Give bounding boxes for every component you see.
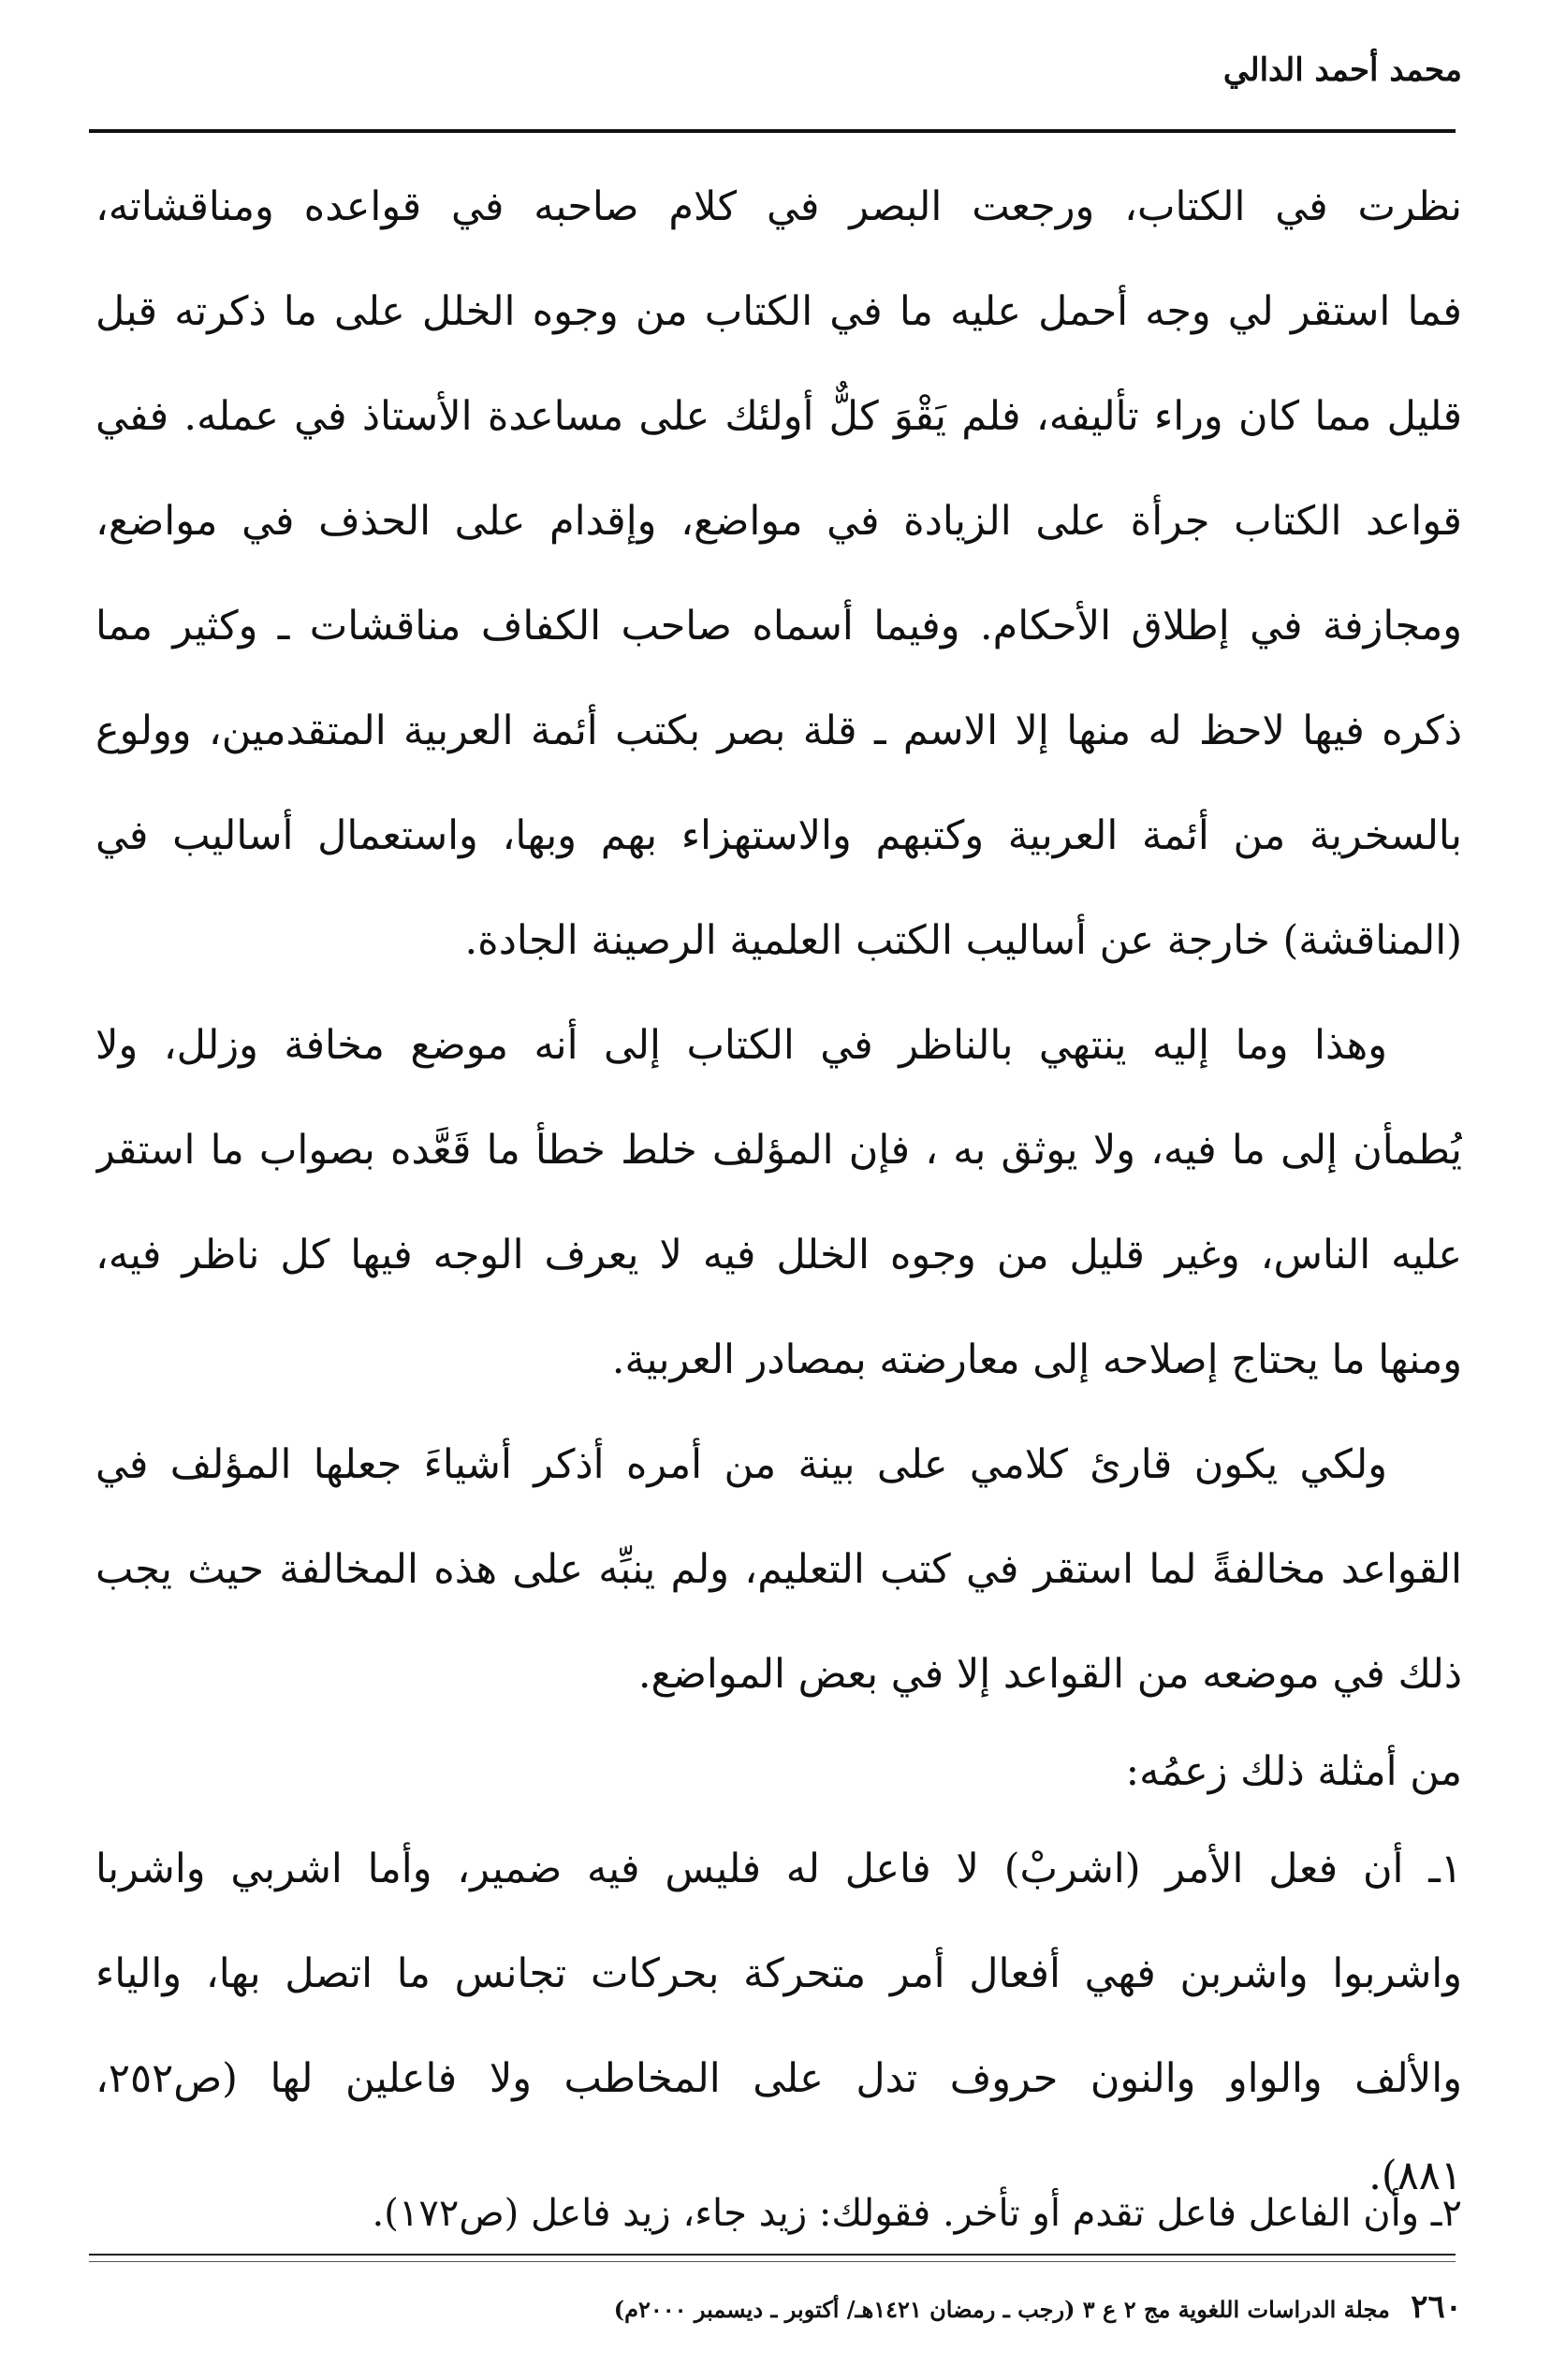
text-line: من أمثلة ذلك زعمُه: — [1125, 1748, 1462, 1795]
text-line: قواعد الكتاب جرأة على الزيادة في مواضع، وإقدام على الحذف في مواضع، — [95, 498, 1462, 545]
text-line: عليه الناس، وغير قليل من وجوه الخلل فيه لا يعرف الوجه فيها كل ناظر فيه، — [95, 1232, 1462, 1278]
text-line: ومنها ما يحتاج إصلاحه إلى معارضته بمصادر العربية. — [611, 1336, 1462, 1383]
text-line: قليل مما كان وراء تأليفه، فلم يَقْوَ كلٌّ أولئك على مساعدة الأستاذ في عمله. ففي — [95, 393, 1462, 440]
text-line: واشربوا واشربن فهي أفعال أمر متحركة بحركات تجانس ما اتصل بها، والياء — [95, 1950, 1462, 1997]
journal-citation: مجلة الدراسات اللغوية مج ٢ ع ٣ (رجب ـ رمضان ١٤٢١هـ/ أكتوبر ـ ديسمبر ٢٠٠٠م) — [613, 2296, 1390, 2323]
footer-rule — [89, 2254, 1456, 2256]
text-line: ذلك في موضعه من القواعد إلا في بعض المواضع. — [637, 1651, 1462, 1698]
body-text — [95, 154, 1462, 2221]
text-line: القواعد مخالفةً لما استقر في كتب التعليم، ولم ينبِّه على هذه المخالفة حيث يجب — [95, 1546, 1462, 1593]
page-number: ٢٦٠ — [1411, 2288, 1462, 2326]
text-line: والألف والواو والنون حروف تدل على المخاطب ولا فاعلين لها (ص٢٥٢، — [95, 2055, 1462, 2102]
text-line: (المناقشة) خارجة عن أساليب الكتب العلمية الرصينة الجادة. — [464, 917, 1462, 964]
text-line: ولكي يكون قارئ كلامي على بينة من أمره أذكر أشياءَ جعلها المؤلف في — [95, 1441, 1387, 1488]
text-line: فما استقر لي وجه أحمل عليه ما في الكتاب من وجوه الخلل على ما ذكرته قبل — [95, 288, 1462, 335]
text-line: ٨٨١). — [1368, 2153, 1462, 2199]
text-line: نظرت في الكتاب، ورجعت البصر في كلام صاحبه في قواعده ومناقشاته، — [95, 183, 1462, 230]
item-2-line: ٢ـ وأن الفاعل فاعل تقدم أو تأخر. فقولك: زيد جاء، زيد فاعل (ص١٧٢). — [372, 2192, 1462, 2235]
text-line: يُطمأن إلى ما فيه، ولا يوثق به ، فإن المؤلف خلط خطأ ما قَعَّده بصواب ما استقر — [95, 1127, 1462, 1174]
running-head-author: محمد أحمد الدالي — [1222, 51, 1462, 89]
text-line: وهذا وما إليه ينتهي بالناظر في الكتاب إلى أنه موضع مخافة وزلل، ولا — [95, 1022, 1387, 1069]
header-rule — [89, 129, 1456, 133]
text-line: بالسخرية من أئمة العربية وكتبهم والاستهزاء بهم وبها، واستعمال أساليب في — [95, 812, 1462, 859]
text-line: ومجازفة في إطلاق الأحكام. وفيما أسماه صاحب الكفاف مناقشات ـ وكثير مما — [95, 603, 1462, 650]
text-line: ذكره فيها لاحظ له منها إلا الاسم ـ قلة بصر بكتب أئمة العربية المتقدمين، وولوع — [95, 708, 1462, 754]
footer-rule-thin — [89, 2261, 1456, 2262]
text-line: ١ـ أن فعل الأمر (اشربْ) لا فاعل له فليس فيه ضمير، وأما اشربي واشربا — [95, 1846, 1462, 1892]
page-footer — [613, 2288, 1462, 2326]
